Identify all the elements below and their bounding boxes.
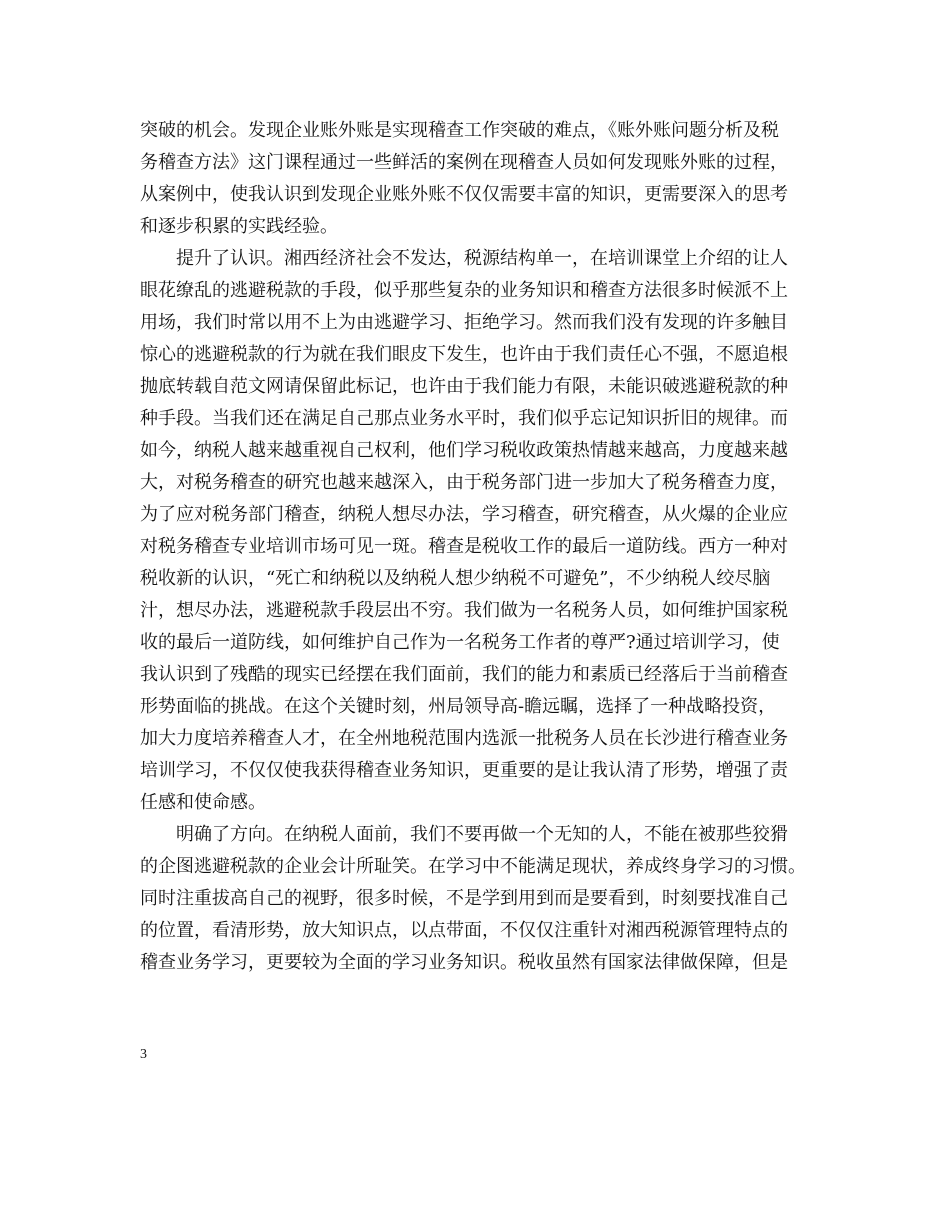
text-line: 收的最后一道防线，如何维护自己作为一名税务工作者的尊严?通过培训学习，使 [140,632,780,653]
text-line: 眼花缭乱的逃避税款的手段，似乎那些复杂的业务知识和稽查方法很多时候派不上 [140,280,788,301]
text-line: 稽查业务学习，更要较为全面的学习业务知识。税收虽然有国家法律做保障，但是 [140,952,788,973]
text-line: 从案例中，使我认识到发现企业账外账不仅仅需要丰富的知识，更需要深入的思考 [140,184,788,205]
text-line: 和逐步积累的实践经验。 [140,216,338,237]
text-line: 同时注重拔高自己的视野，很多时候，不是学到用到而是要看到，时刻要找准自己 [140,888,788,909]
text-line: 用场，我们时常以用不上为由逃避学习、拒绝学习。然而我们没有发现的许多触目 [140,312,788,333]
text-line: 任感和使命感。 [140,792,266,813]
text-line: 如今，纳税人越来越重视自己权利，他们学习税收政策热情越来越高，力度越来越 [140,440,788,461]
paragraph-start-line: 提升了认识。湘西经济社会不发达，税源结构单一，在培训课堂上介绍的让人 [176,248,788,269]
text-line: 惊心的逃避税款的行为就在我们眼皮下发生，也许由于我们责任心不强，不愿追根 [140,344,788,365]
text-line: 税收新的认识，“死亡和纳税以及纳税人想少纳税不可避免”，不少纳税人绞尽脑 [140,568,771,589]
text-line: 的位置，看清形势，放大知识点，以点带面，不仅仅注重针对湘西税源管理特点的 [140,920,788,941]
page-number: 3 [140,1047,147,1062]
text-line: 汁，想尽办法，逃避税款手段层出不穷。我们做为一名税务人员，如何维护国家税 [140,600,788,621]
text-line: 培训学习，不仅仅使我获得稽查业务知识，更重要的是让我认清了形势，增强了责 [140,760,788,781]
text-line: 种手段。当我们还在满足自己那点业务水平时，我们似乎忘记知识折旧的规律。而 [140,408,788,429]
text-line: 大，对税务稽查的研究也越来越深入，由于税务部门进一步加大了税务稽查力度， [140,472,788,493]
text-line: 对税务稽查专业培训市场可见一斑。稽查是税收工作的最后一道防线。西方一种对 [140,536,788,557]
text-line: 的企图逃避税款的企业会计所耻笑。在学习中不能满足现状，养成终身学习的习惯。 [140,856,806,877]
text-line: 为了应对税务部门稽查，纳税人想尽办法，学习稽查，研究稽查，从火爆的企业应 [140,504,788,525]
text-line: 抛底转载自范文网请保留此标记，也许由于我们能力有限，未能识破逃避税款的种 [140,376,788,397]
paragraph-start-line: 明确了方向。在纳税人面前，我们不要再做一个无知的人，不能在被那些狡猾 [176,824,788,845]
text-line: 务稽查方法》这门课程通过一些鲜活的案例在现稽查人员如何发现账外账的过程， [140,152,788,173]
body-text [140,115,820,979]
text-line: 突破的机会。发现企业账外账是实现稽查工作突破的难点，《账外账问题分析及税 [140,120,779,141]
text-line: 加大力度培养稽查人才，在全州地税范围内选派一批税务人员在长沙进行稽查业务 [140,728,788,749]
text-line: 我认识到了残酷的现实已经摆在我们面前，我们的能力和素质已经落后于当前稽查 [140,664,788,685]
text-line: 形势面临的挑战。在这个关键时刻，州局领导高-瞻远瞩，选择了一种战略投资， [140,696,777,717]
